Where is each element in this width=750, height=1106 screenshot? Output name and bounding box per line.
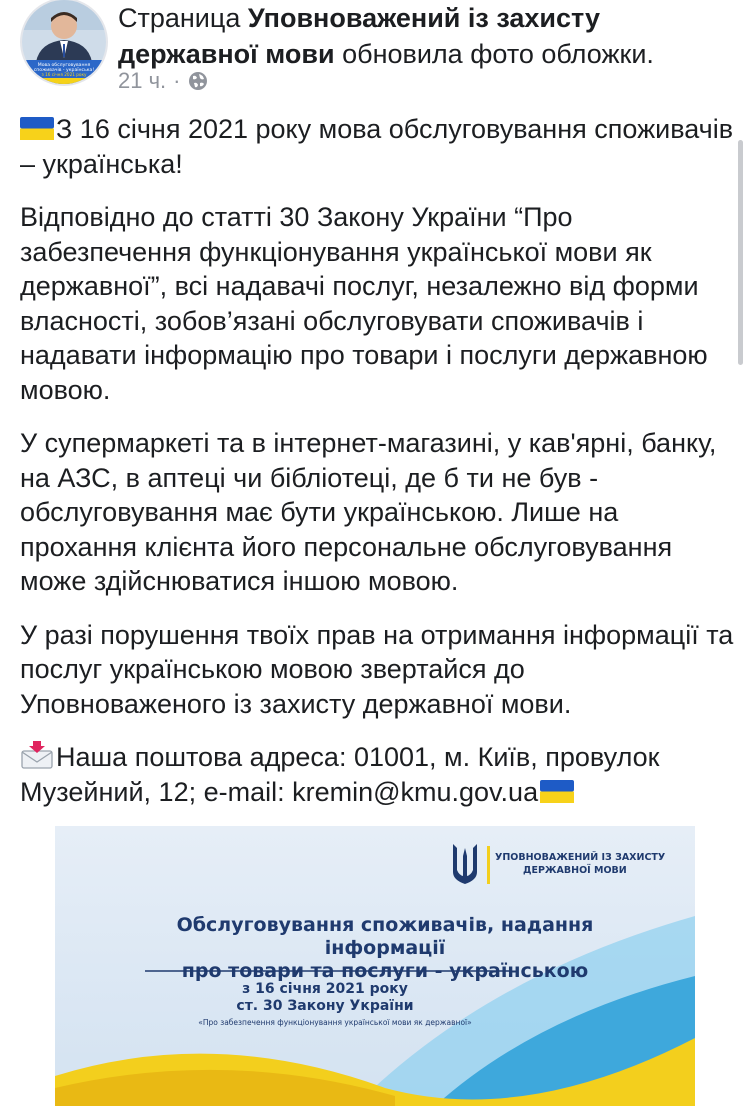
paragraph-1-text: З 16 січня 2021 року мова обслуговування споживачів – українська! xyxy=(20,114,734,179)
banner-law-line: ст. 30 Закону України xyxy=(236,998,414,1014)
headline-prefix: Страница xyxy=(118,3,248,33)
page-avatar[interactable] xyxy=(20,0,108,86)
avatar-image xyxy=(22,0,106,84)
banner-date xyxy=(115,981,535,1015)
page-name-link[interactable]: Уповноважений із захисту державної мови xyxy=(118,3,600,69)
paragraph-5 xyxy=(20,740,735,809)
paragraph-4: У разі порушення твоїх прав на отримання інформації та послуг українською мовою звертайся до Уповноваженого із захисту державної мови. xyxy=(20,619,734,719)
avatar-caption-3: з 16 січня 2021 року xyxy=(41,72,87,77)
banner-org-line-1: УПОВНОВАЖЕНИЙ ІЗ ЗАХИСТУ xyxy=(495,852,666,863)
post-timestamp[interactable]: 21 ч. xyxy=(118,68,167,93)
banner-law-quote: «Про забезпечення функціонування української мови як державної» xyxy=(198,1018,472,1027)
incoming-envelope-icon xyxy=(20,741,54,769)
banner-title-line-2: про товари та послуги - українською xyxy=(181,960,589,982)
post-text xyxy=(20,112,735,828)
globe-icon[interactable] xyxy=(188,71,208,91)
banner-date-line: з 16 січня 2021 року xyxy=(242,981,408,997)
post-meta xyxy=(118,68,208,94)
ukraine-flag-icon-end xyxy=(540,780,574,803)
banner-org-line-2: ДЕРЖАВНОЇ МОВИ xyxy=(523,865,627,876)
banner-title xyxy=(115,914,655,983)
paragraph-5-text: Наша поштова адреса: 01001, м. Київ, провулок Музейний, 12; e-mail: kremin@kmu.gov.ua xyxy=(20,742,660,807)
paragraph-1 xyxy=(20,112,735,181)
headline-action: обновила фото обложки. xyxy=(334,39,654,69)
avatar-caption-1: Мова обслуговування xyxy=(37,63,91,68)
ukraine-flag-icon xyxy=(20,117,54,140)
paragraph-3: У супермаркеті та в інтернет-магазині, у кав'ярні, банку, на АЗС, в аптеці чи бібліотеці, де б ти не був - обслуговування має бути українською. Лише на прохання клієнта його персональне обслуговування може здійснюватися іншою мовою. xyxy=(20,428,717,596)
avatar-caption-2: споживачів - українська! xyxy=(33,68,95,73)
banner-title-line-1: Обслуговування споживачів, надання інформації xyxy=(176,914,594,959)
scrollbar[interactable] xyxy=(738,140,743,365)
banner-org-name xyxy=(495,851,685,877)
cover-photo[interactable] xyxy=(55,826,695,1106)
meta-separator: · xyxy=(173,68,181,93)
post-header xyxy=(20,0,740,100)
paragraph-2: Відповідно до статті 30 Закону України “Про забезпечення функціонування української мови як державної”, всі надавачі послуг, незалежно від форми власності, зобов’язані обслуговувати споживачів і надавати інформацію про товари і послуги державною мовою. xyxy=(20,202,708,405)
post-headline xyxy=(118,0,738,72)
trident-emblem-icon xyxy=(453,844,477,884)
